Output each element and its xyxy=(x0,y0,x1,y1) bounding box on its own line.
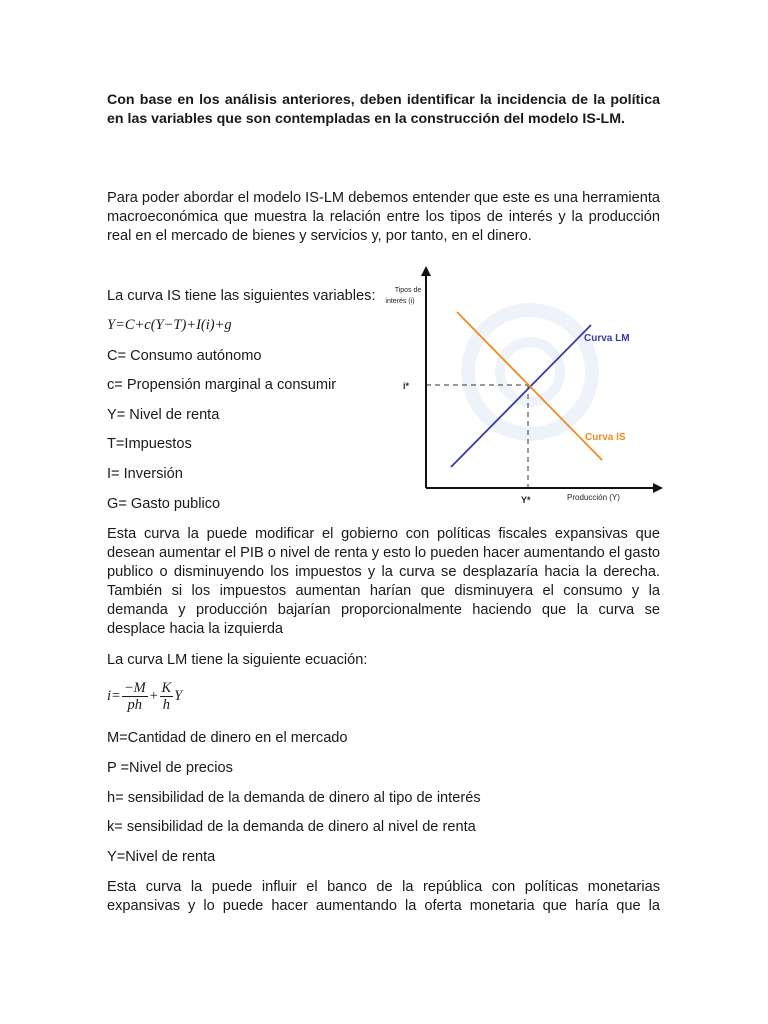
lm-equation-plus: + xyxy=(148,687,159,704)
lm-variable: k= sensibilidad de la demanda de dinero al nivel de renta xyxy=(107,819,476,835)
lm-variable: P =Nivel de precios xyxy=(107,760,233,776)
lm-curve-label: Curva LM xyxy=(584,333,630,344)
y-star-label: Y* xyxy=(521,495,531,505)
lm-fraction-2-numerator: K xyxy=(161,680,172,696)
lm-title: La curva LM tiene la siguiente ecuación: xyxy=(107,652,368,668)
lm-equation-tail: Y xyxy=(174,687,183,704)
lm-fraction-1 xyxy=(122,680,148,713)
is-variable: C= Consumo autónomo xyxy=(107,348,262,364)
lm-fraction-1-numerator: −M xyxy=(123,680,146,696)
lm-explanation: Esta curva la puede influir el banco de la república con políticas monetarias expansivas y lo puede hacer aumentando la oferta monetaria que haría que la xyxy=(107,879,660,914)
watermark-circle xyxy=(468,310,592,434)
intro-paragraph: Para poder abordar el modelo IS-LM debemos entender que este es una herramienta macroeconómica que muestra la relación entre los tipos de interés y la producción real en el mercado de bienes y servicios y, por tanto, en el dinero. xyxy=(107,190,660,244)
lm-fraction-1-denominator: ph xyxy=(127,697,143,713)
is-variable: I= Inversión xyxy=(107,466,183,482)
x-axis-label: Producción (Y) xyxy=(567,493,620,502)
is-variable: T=Impuestos xyxy=(107,436,192,452)
lm-variable: M=Cantidad de dinero en el mercado xyxy=(107,730,348,746)
lm-variable: h= sensibilidad de la demanda de dinero al tipo de interés xyxy=(107,790,481,806)
lm-equation-lhs: i= xyxy=(107,687,121,704)
section-heading: Con base en los análisis anteriores, deben identificar la incidencia de la política en las variables que son contempladas en la construcción del modelo IS-LM. xyxy=(107,92,660,127)
y-axis-label: interés (i) xyxy=(385,298,415,305)
is-variable: Y= Nivel de renta xyxy=(107,407,220,423)
lm-fraction-2 xyxy=(160,680,174,713)
y-axis-label: Tipos de xyxy=(394,287,422,294)
is-explanation: Esta curva la puede modificar el gobierno con políticas fiscales expansivas que desean aumentar el PIB o nivel de renta y esto lo pueden hacer aumentando el gasto publico o disminuyendo los impuestos y la curva se desplazaría hacia la derecha. También si los impuestos aumentan harían que disminuyera el consumo y la demanda y producción bajarían proporcionalmente haciendo que la curva se desplace hacia la izquierda xyxy=(107,526,660,637)
lm-fraction-2-denominator: h xyxy=(162,697,170,713)
is-lm-graph xyxy=(380,262,670,512)
y-axis-arrow-icon xyxy=(421,266,431,276)
is-variable: c= Propensión marginal a consumir xyxy=(107,377,337,393)
is-curve-label: Curva IS xyxy=(585,432,626,443)
lm-equation xyxy=(107,680,182,713)
i-star-label: i* xyxy=(403,381,410,391)
is-variable: G= Gasto publico xyxy=(107,496,221,512)
lm-variable: Y=Nivel de renta xyxy=(107,849,216,865)
is-title: La curva IS tiene las siguientes variables: xyxy=(107,288,376,304)
x-axis-arrow-icon xyxy=(653,483,663,493)
is-equation: Y=C+c(Y−T)+I(i)+g xyxy=(107,317,232,333)
